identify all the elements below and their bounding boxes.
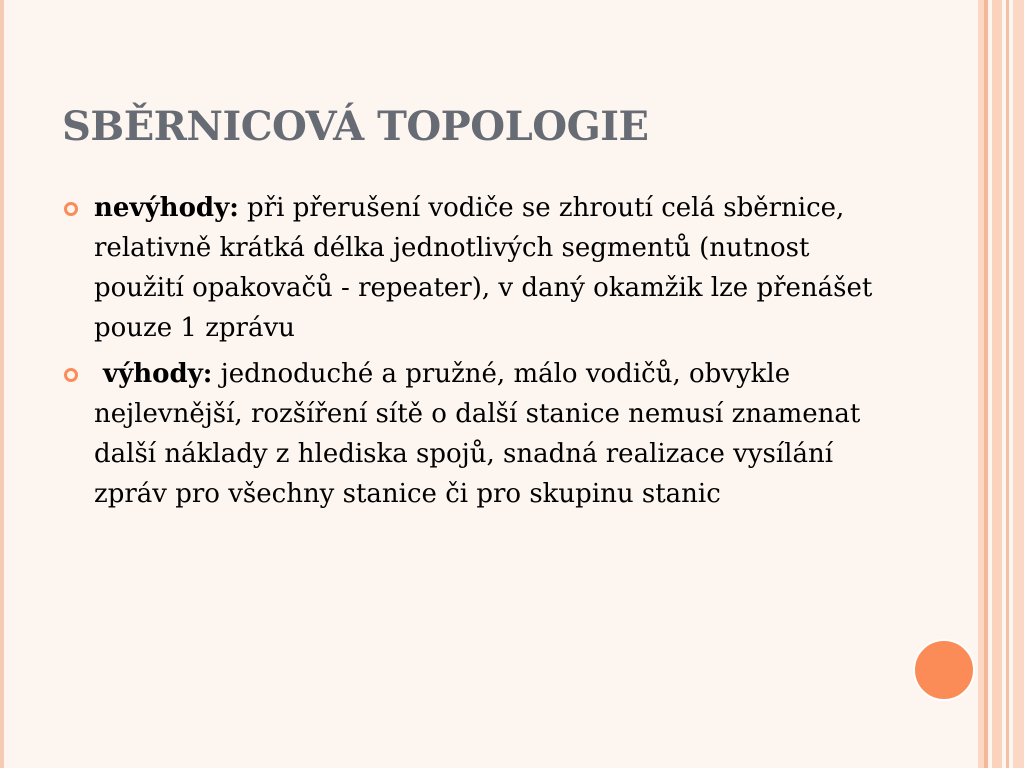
bullet-item-advantages [64,354,904,514]
bullet-term: nevýhody: [94,193,239,223]
decorative-stripe [992,0,1002,768]
bullet-circle-icon [64,202,78,216]
bullet-list [64,188,904,520]
decorative-stripe [984,0,988,768]
decorative-stripe [1006,0,1009,768]
bullet-text: jednoduché a pružné, málo vodičů, obvykle nejlevnější, rozšíření sítě o další stanice nemusí znamenat další náklady z hlediska spojů, snadná realizace vysílání zpráv pro všechny stanice či pro skupinu stanic [94,359,861,509]
bullet-item-disadvantages [64,188,904,348]
bullet-text: při přerušení vodiče se zhroutí celá sběrnice, relativně krátká délka jednotlivých segmentů (nutnost použití opakovačů - repeater), v daný okamžik lze přenášet pouze 1 zprávu [94,193,873,343]
bullet-circle-icon [64,368,78,382]
decorative-stripe [1013,0,1024,768]
decorative-circle-icon [913,639,975,701]
left-border-stripe [0,0,4,768]
bullet-term: výhody: [94,359,213,389]
slide-title: SBĚRNICOVÁ TOPOLOGIE [62,103,649,150]
